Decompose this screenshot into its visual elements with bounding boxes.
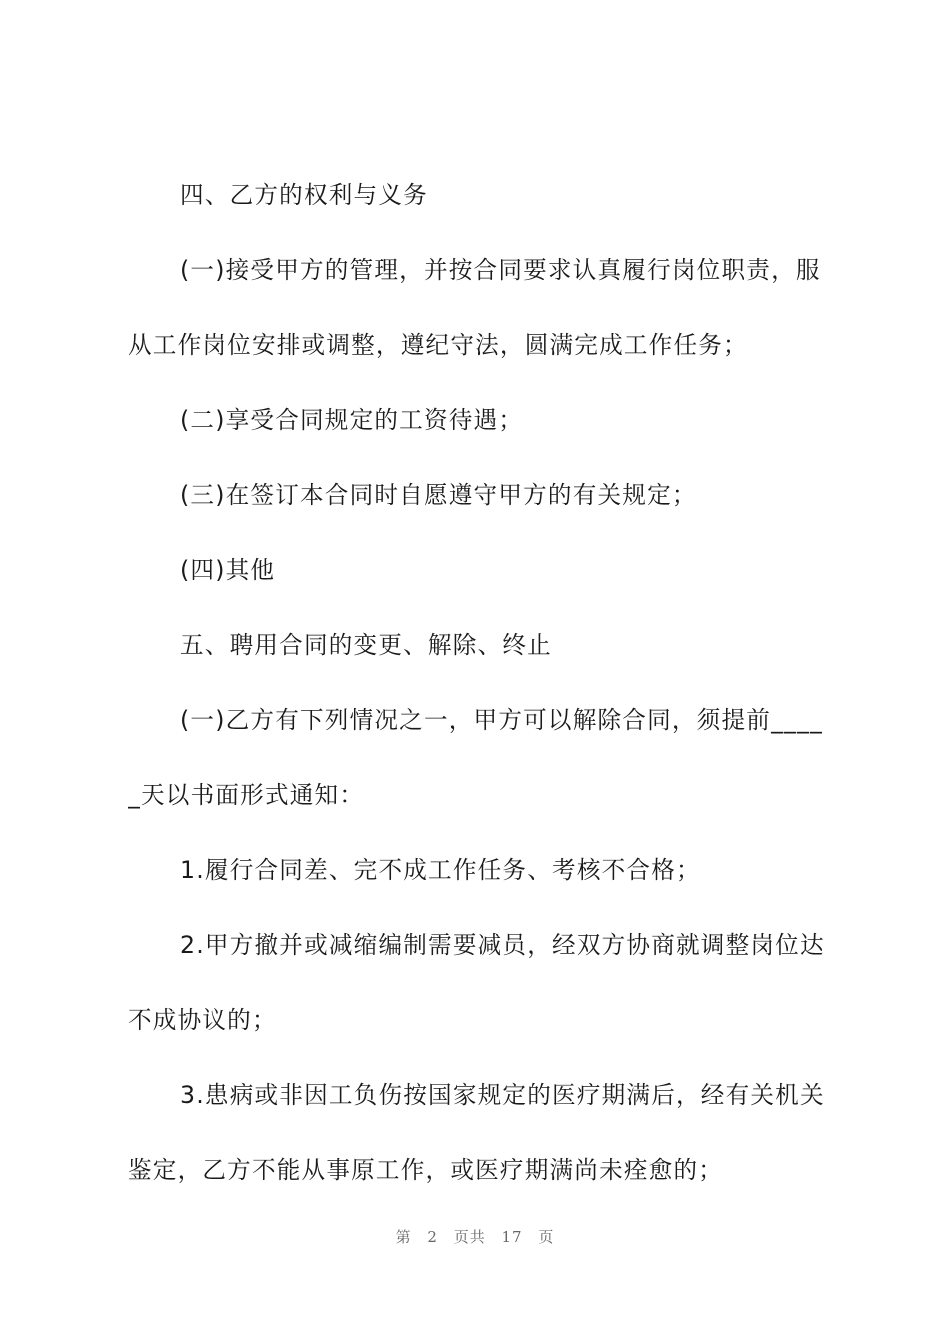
paragraph-line: (二)享受合同规定的工资待遇； [180, 406, 524, 434]
list-item: 2.甲方撤并或减缩编制需要减员，经双方协商就调整岗位达 [180, 931, 825, 959]
list-item: 3.患病或非因工负伤按国家规定的医疗期满后，经有关机关 [180, 1081, 825, 1109]
paragraph-line: (三)在签订本合同时自愿遵守甲方的有关规定； [180, 481, 697, 509]
footer-middle: 页共 [453, 1228, 486, 1246]
footer-suffix: 页 [538, 1228, 555, 1246]
list-item: 1.履行合同差、完不成工作任务、考核不合格； [180, 856, 701, 884]
document-body [128, 170, 841, 1220]
paragraph-line: _天以书面形式通知： [128, 781, 365, 809]
current-page-number: 2 [427, 1228, 438, 1246]
footer-prefix: 第 [395, 1228, 412, 1246]
paragraph-line: (一)乙方有下列情况之一，甲方可以解除合同，须提前____ [180, 706, 824, 734]
paragraph-line: (一)接受甲方的管理，并按合同要求认真履行岗位职责，服 [180, 256, 821, 284]
list-item-continuation: 不成协议的； [128, 1006, 277, 1034]
total-pages-number: 17 [501, 1228, 523, 1246]
page-footer [0, 1226, 950, 1247]
paragraph-line: 从工作岗位安排或调整，遵纪守法，圆满完成工作任务； [128, 331, 748, 359]
section-heading-4: 四、乙方的权利与义务 [180, 181, 428, 209]
list-item-continuation: 鉴定，乙方不能从事原工作，或医疗期满尚未痊愈的； [128, 1156, 724, 1184]
paragraph-line: (四)其他 [180, 556, 276, 584]
section-heading-5: 五、聘用合同的变更、解除、终止 [180, 631, 552, 659]
